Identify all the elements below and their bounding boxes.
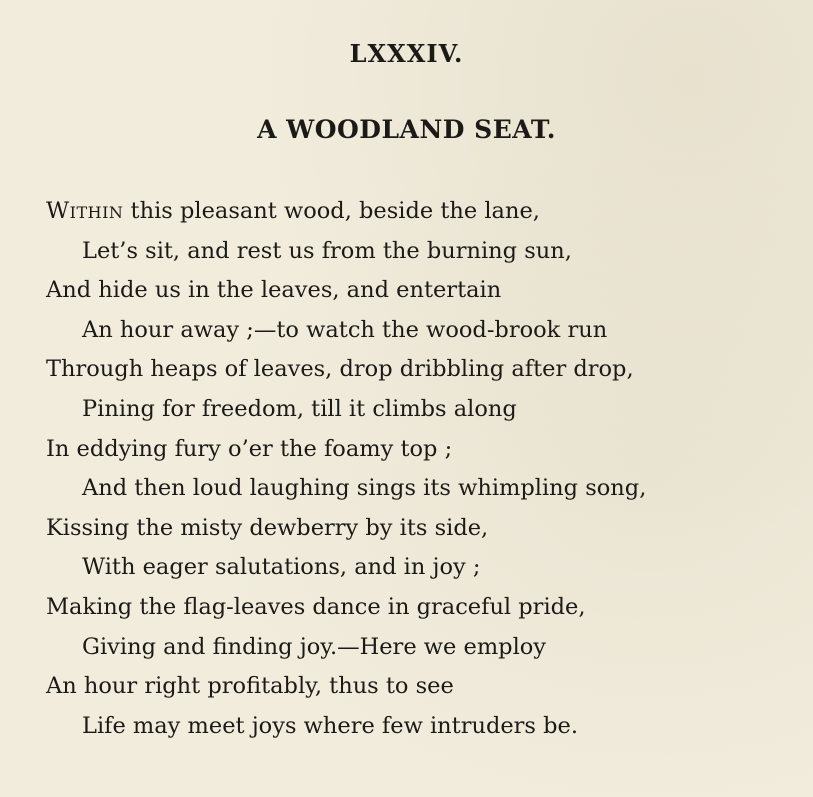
poem-line-6: Pining for freedom, till it climbs along [82,395,517,422]
poem-title: A WOODLAND SEAT. [257,115,556,144]
poem-body [46,192,806,746]
poem-line-5: Through heaps of leaves, drop dribbling after drop, [46,356,634,383]
poem-line-7: In eddying fury o’er the foamy top ; [46,435,453,462]
poem-line-8: And then loud laughing sings its whimpling song, [82,475,647,502]
poem-line-11: Making the flag-leaves dance in graceful pride, [46,593,586,620]
first-line-rest: this pleasant wood, beside the lane, [123,198,540,224]
poem-line-1 [46,192,806,232]
poem-line-9: Kissing the misty dewberry by its side, [46,514,489,541]
poem-line-2: Let’s sit, and rest us from the burning sun, [82,237,572,264]
poem-line-13: An hour right profitably, thus to see [46,673,454,700]
poem-line-3: And hide us in the leaves, and entertain [46,277,502,304]
poem-line-10: With eager salutations, and in joy ; [82,554,481,581]
poem-line-14: Life may meet joys where few intruders be. [82,712,578,739]
first-word: Within [46,198,124,224]
poem-line-4: An hour away ;—to watch the wood-brook run [82,316,608,343]
poem-line-12: Giving and finding joy.—Here we employ [82,633,547,660]
poem-number: LXXXIV. [349,39,464,68]
